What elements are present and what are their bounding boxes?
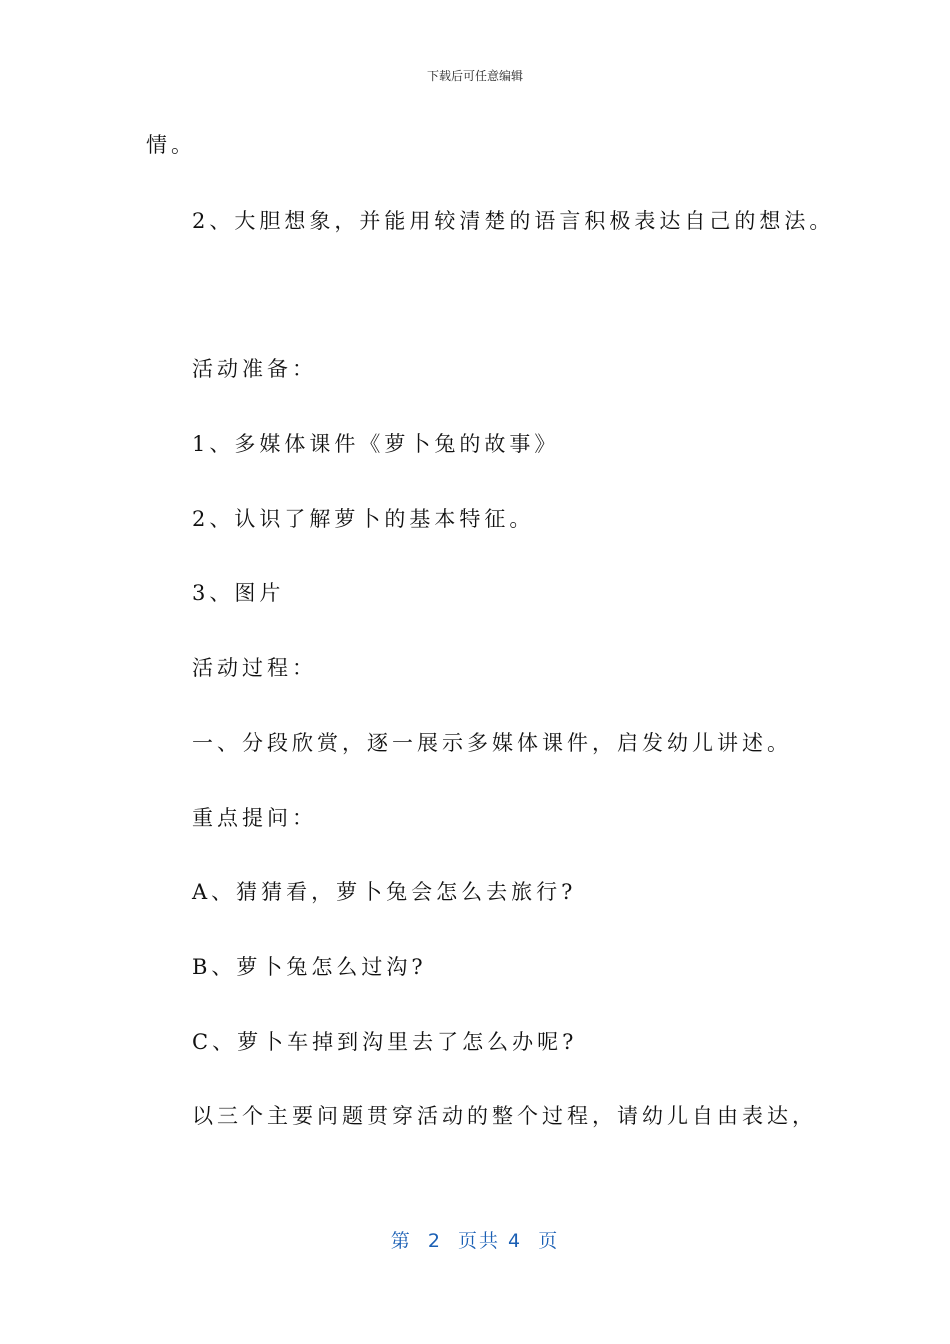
page-number-footer: 第 2 页共 4 页 (390, 1230, 560, 1252)
page-header-note: 下载后可任意编辑 (426, 69, 523, 83)
body-line-summary: 以三个主要问题贯穿活动的整个过程，请幼儿自由表达， (192, 1104, 817, 1128)
body-line-key-questions: 重点提问： (192, 806, 317, 830)
body-line-objective-2: 2、大胆想象，并能用较清楚的语言积极表达自己的想法。 (192, 209, 835, 233)
body-line-prep-3: 3、图片 (192, 581, 285, 605)
body-line-question-c: C、萝卜车掉到沟里去了怎么办呢? (192, 1030, 578, 1054)
body-line-question-b: B、萝卜兔怎么过沟? (192, 955, 427, 979)
body-line-question-a: A、猜猜看，萝卜兔会怎么去旅行? (192, 880, 577, 904)
section-heading-process: 活动过程： (192, 656, 317, 680)
body-line-process-1: 一、分段欣赏，逐一展示多媒体课件，启发幼儿讲述。 (192, 731, 792, 755)
body-line-continuation: 情。 (146, 133, 196, 157)
body-line-prep-2: 2、认识了解萝卜的基本特征。 (192, 507, 535, 531)
body-line-prep-1: 1、多媒体课件《萝卜兔的故事》 (192, 432, 560, 456)
section-heading-preparation: 活动准备： (192, 357, 317, 381)
